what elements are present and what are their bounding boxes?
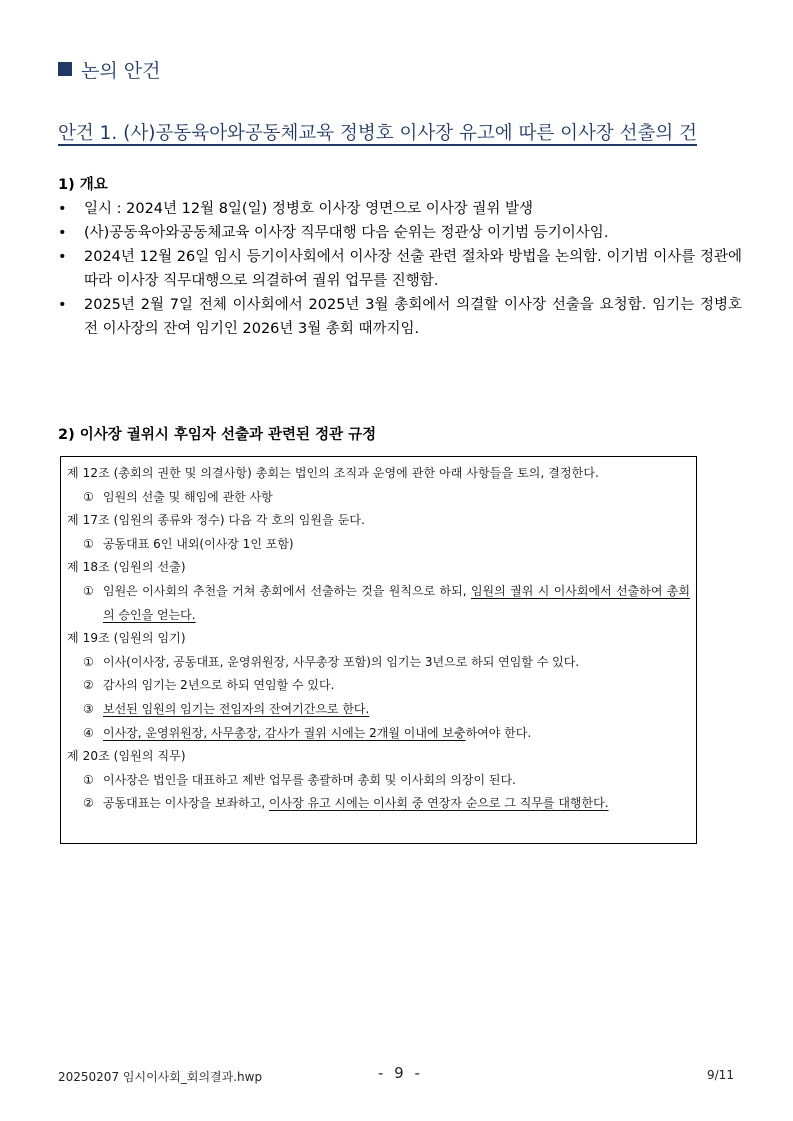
circled-number: ② <box>83 678 94 693</box>
bullet-text: (사)공동육아와공동체교육 이사장 직무대행 다음 순위는 정관상 이기범 등기이사임. <box>84 225 609 241</box>
circled-number: ① <box>83 489 94 504</box>
article-17-item-1 <box>67 533 690 557</box>
item-text: 감사의 임기는 2년으로 하되 연임할 수 있다. <box>103 678 335 693</box>
underlined-text: 보선된 임원의 임기는 전임자의 잔여기간으로 한다. <box>103 701 370 716</box>
footer-page-count: 9/11 <box>707 1068 734 1082</box>
article-19-item-1 <box>67 651 690 675</box>
circled-number: ③ <box>83 701 94 716</box>
footer-filename: 20250207 임시이사회_회의결과.hwp <box>58 1070 263 1084</box>
article-12-item-1 <box>67 486 690 510</box>
list-item <box>58 221 742 245</box>
item-text: 이사(이사장, 공동대표, 운영위원장, 사무총장 포함)의 임기는 3년으로 하되 연임할 수 있다. <box>103 654 580 669</box>
list-item <box>58 197 742 221</box>
bullet-dot-icon: • <box>58 249 67 265</box>
square-bullet-icon <box>58 62 72 76</box>
item-text: 임원의 선출 및 해임에 관한 사항 <box>103 489 273 504</box>
item-text: 임원은 이사회의 추천을 거쳐 총회에서 선출하는 것을 원칙으로 하되, <box>103 583 471 598</box>
circled-number: ④ <box>83 725 94 740</box>
bullet-dot-icon: • <box>58 225 67 241</box>
article-19-item-3 <box>67 698 690 722</box>
article-18-item-1 <box>67 580 690 627</box>
bullet-dot-icon: • <box>58 201 67 217</box>
articles-box <box>60 456 697 844</box>
article-12: 제 12조 (총회의 권한 및 의결사항) 총회는 법인의 조직과 운영에 관한 아래 사항들을 토의, 결정한다. <box>67 466 599 480</box>
article-20: 제 20조 (임원의 직무) <box>67 749 186 764</box>
bullet-text: 2024년 12월 26일 임시 등기이사회에서 이사장 선출 관련 절차와 방법을 논의함. 이기범 이사를 정관에 따라 이사장 직무대행으로 의결하여 궐위 업무를 진행함. <box>84 249 742 289</box>
article-18: 제 18조 (임원의 선출) <box>67 560 186 575</box>
article-20-item-2 <box>67 792 690 816</box>
circled-number: ① <box>83 536 94 551</box>
circled-number: ① <box>83 583 94 598</box>
bullet-dot-icon: • <box>58 297 67 313</box>
item-text: 하여야 한다. <box>465 725 532 740</box>
circled-number: ② <box>83 796 94 811</box>
overview-bullet-list <box>58 197 742 341</box>
section-heading-text: 논의 안건 <box>81 59 161 82</box>
article-19-item-2 <box>67 674 690 698</box>
item-text: 이사장은 법인을 대표하고 제반 업무를 총괄하며 총회 및 이사회의 의장이 된다. <box>103 772 516 787</box>
article-19-item-4 <box>67 722 690 746</box>
circled-number: ① <box>83 654 94 669</box>
article-19: 제 19조 (임원의 임기) <box>67 631 186 646</box>
section-heading <box>58 56 160 82</box>
article-20-item-1 <box>67 769 690 793</box>
article-17: 제 17조 (임원의 종류와 정수) 다음 각 호의 임원을 둔다. <box>67 513 366 528</box>
list-item <box>58 293 742 341</box>
bullet-text: 2025년 2월 7일 전체 이사회에서 2025년 3월 총회에서 의결할 이사장 선출을 요청함. 임기는 정병호 전 이사장의 잔여 임기인 2026년 3월 총회 때까지임. <box>84 297 742 337</box>
underlined-text: 임원의 궐위 시 이사회에서 선출하여 총회의 승인을 얻는다. <box>103 583 690 622</box>
item-text: 공동대표 6인 내외(이사장 1인 포함) <box>103 536 294 551</box>
list-item <box>58 245 742 293</box>
underlined-text: 이사장, 운영위원장, 사무총장, 감사가 궐위 시에는 2개월 이내에 보충 <box>103 725 466 740</box>
circled-number: ① <box>83 772 94 787</box>
agenda-title: 안건 1. (사)공동육아와공동체교육 정병호 이사장 유고에 따른 이사장 선출의 건 <box>58 123 698 144</box>
footer-page-number: - 9 - <box>378 1064 423 1082</box>
rules-heading: 2) 이사장 궐위시 후임자 선출과 관련된 정관 규정 <box>58 427 377 443</box>
item-text: 공동대표는 이사장을 보좌하고, <box>103 796 269 811</box>
overview-heading: 1) 개요 <box>58 177 108 193</box>
underlined-text: 이사장 유고 시에는 이사회 중 연장자 순으로 그 직무를 대행한다. <box>268 796 609 811</box>
bullet-text: 일시 : 2024년 12월 8일(일) 정병호 이사장 영면으로 이사장 궐위 발생 <box>84 201 534 217</box>
